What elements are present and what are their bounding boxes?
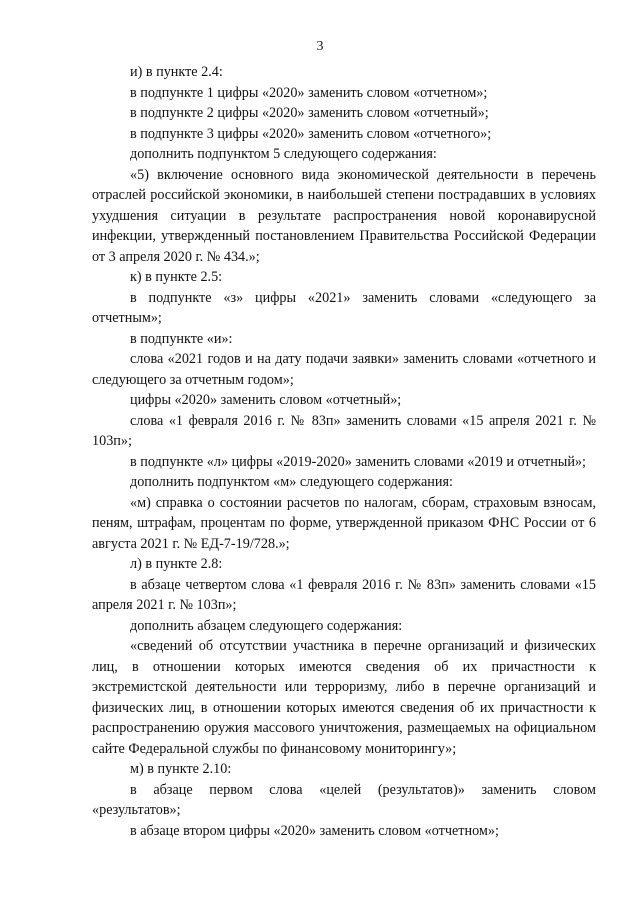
paragraph-words-2021: слова «2021 годов и на дату подачи заявки» заменить словами «отчетного и следующего за отчетным годом»; <box>92 351 596 388</box>
paragraph-item-l: л) в пункте 2.8: <box>130 556 223 572</box>
paragraph-add-paragraph: дополнить абзацем следующего содержания: <box>130 617 403 634</box>
paragraph-subpoint-l: в подпункте «л» цифры «2019-2020» заменить словами «2019 и отчетный»; <box>130 453 586 470</box>
paragraph-add-subpoint-5: дополнить подпунктом 5 следующего содержания: <box>130 146 437 162</box>
paragraph-item-i: и) в пункте 2.4: <box>130 64 223 80</box>
paragraph-add-subpoint-m: дополнить подпунктом «м» следующего содержания: <box>130 474 453 490</box>
paragraph-subpoint-1: в подпункте 1 цифры «2020» заменить словом «отчетном»; <box>130 84 488 101</box>
page-number: 3 <box>316 39 324 54</box>
paragraph-subpoint-i-heading: в подпункте «и»: <box>130 330 233 347</box>
paragraph-first-paragraph: в абзаце первом слова «целей (результатов)» заменить словом «результатов»; <box>92 781 596 818</box>
paragraph-fourth-paragraph: в абзаце четвертом слова «1 февраля 2016 г. № 83п» заменить словами «15 апреля 2021 г. № 103п»; <box>92 576 596 613</box>
paragraph-item-k: к) в пункте 2.5: <box>130 269 223 285</box>
paragraph-second-paragraph: в абзаце втором цифры «2020» заменить словом «отчетном»; <box>130 822 499 839</box>
paragraph-subpoint-2: в подпункте 2 цифры «2020» заменить словом «отчетный»; <box>130 105 489 121</box>
paragraph-subpoint-m-text: «м) справка о состоянии расчетов по налогам, сборам, страховым взносам, пеням, штрафам, процентам по форме, утвержденной приказом ФНС России от 6 августа 2021 г. № ЕД-7-19/728.»; <box>92 494 596 552</box>
paragraph-subpoint-5-text: «5) включение основного вида экономической деятельности в перечень отраслей российской экономики, в наибольшей степени пострадавших в условиях ухудшения ситуации в результате распространения новой коронавирусной инфекции, утвержденный постановлением Правительства Российской Федерации от 3 апреля 2020 г. № 434.»; <box>92 166 596 265</box>
paragraph-digits-2020: цифры «2020» заменить словом «отчетный»; <box>130 392 402 408</box>
paragraph-information-text: «сведений об отсутствии участника в перечне организаций и физических лиц, в отношении которых имеются сведения об их причастности к экстремистской деятельности или терроризму, либо в перечне организаций и физических лиц, в отношении которых имеются сведения об их причастности к распространению оружия массового уничтожения, размещаемых на официальном сайте Федеральной службы по финансовому мониторингу»; <box>92 638 596 757</box>
paragraph-words-83p: слова «1 февраля 2016 г. № 83п» заменить словами «15 апреля 2021 г. № 103п»; <box>92 412 596 449</box>
paragraph-item-m: м) в пункте 2.10: <box>130 761 232 777</box>
paragraph-subpoint-z: в подпункте «з» цифры «2021» заменить словами «следующего за отчетным»; <box>92 289 596 326</box>
document-body <box>92 62 596 841</box>
paragraph-subpoint-3: в подпункте 3 цифры «2020» заменить словом «отчетного»; <box>130 125 492 142</box>
